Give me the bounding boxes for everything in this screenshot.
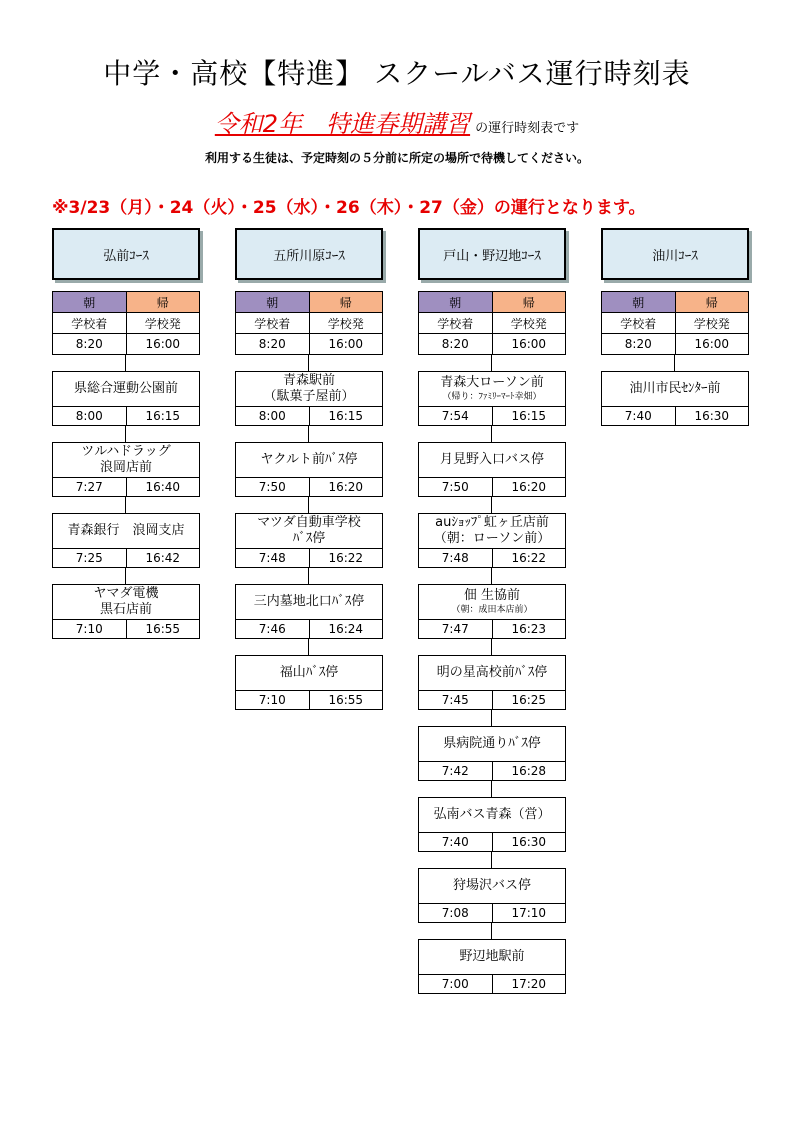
arrive-label: 学校着 xyxy=(437,316,474,331)
stop-name-line: 青森駅前 xyxy=(282,373,335,388)
return-time: 16:23 xyxy=(492,620,566,638)
arrive-label: 学校着 xyxy=(620,316,657,331)
morning-time: 7:08 xyxy=(441,906,469,920)
return-time: 16:22 xyxy=(309,549,383,567)
bus-stop xyxy=(52,513,200,568)
stop-name xyxy=(236,656,382,690)
stop-name-line: 月見野入口バス停 xyxy=(439,452,544,467)
period-row xyxy=(419,292,565,312)
school-time-table xyxy=(52,291,200,355)
stop-times xyxy=(236,619,382,638)
return-label: 帰 xyxy=(309,292,383,312)
route-connector xyxy=(491,852,492,868)
school-time-table xyxy=(601,291,749,355)
stop-name xyxy=(419,585,565,619)
period-row xyxy=(53,292,199,312)
subtitle xyxy=(0,104,794,139)
stop-name xyxy=(53,514,199,548)
stop-times xyxy=(419,690,565,709)
morning-time: 7:48 xyxy=(441,551,469,565)
stop-name-line: 県総合運動公園前 xyxy=(73,381,178,396)
route-connector xyxy=(125,426,126,442)
stop-times xyxy=(419,832,565,851)
route-connector xyxy=(491,355,492,371)
stop-times xyxy=(419,974,565,993)
return-time: 16:30 xyxy=(492,833,566,851)
return-label: 帰 xyxy=(492,292,566,312)
route-connector xyxy=(308,426,309,442)
return-time: 16:40 xyxy=(126,478,200,496)
school-label-row xyxy=(236,312,382,333)
stop-times xyxy=(419,761,565,780)
stop-name xyxy=(53,443,199,477)
return-time: 16:20 xyxy=(309,478,383,496)
return-time: 16:25 xyxy=(492,691,566,709)
return-time: 16:30 xyxy=(675,407,749,425)
stop-name-line: 青森銀行 浪岡支店 xyxy=(67,523,185,538)
return-time: 16:15 xyxy=(492,407,566,425)
route-connector xyxy=(674,355,675,371)
return-time: 16:24 xyxy=(309,620,383,638)
morning-time: 7:00 xyxy=(441,977,469,991)
morning-time: 7:50 xyxy=(258,480,286,494)
stop-name xyxy=(236,372,382,406)
return-label: 帰 xyxy=(126,292,200,312)
stop-name-line: 黒石店前 xyxy=(99,602,152,617)
bus-stop xyxy=(52,442,200,497)
stop-name-line: 弘南バス青森（営） xyxy=(433,807,551,822)
stop-times xyxy=(53,477,199,496)
page-title: 中学・高校【特進】 スクールバス運行時刻表 xyxy=(103,57,691,90)
bus-stop xyxy=(418,513,566,568)
stop-times xyxy=(419,477,565,496)
stop-times xyxy=(419,619,565,638)
route-connector xyxy=(491,710,492,726)
return-time: 17:20 xyxy=(492,975,566,993)
school-label-row xyxy=(53,312,199,333)
bus-stop xyxy=(418,939,566,994)
depart-label: 学校発 xyxy=(492,313,566,333)
morning-time: 7:47 xyxy=(441,622,469,636)
school-label-row xyxy=(419,312,565,333)
route-connector xyxy=(125,497,126,513)
school-depart-time: 16:00 xyxy=(675,334,749,354)
stop-times xyxy=(236,548,382,567)
stop-name-line: auｼｮｯﾌﾟ虹ヶ丘店前 xyxy=(435,515,549,530)
return-label: 帰 xyxy=(675,292,749,312)
morning-time: 7:54 xyxy=(441,409,469,423)
bus-stop xyxy=(418,655,566,710)
bus-stop xyxy=(235,371,383,426)
subtitle-highlight: 令和2年 特進春期講習 xyxy=(214,110,471,138)
school-arrive-time: 8:20 xyxy=(258,337,286,351)
depart-label: 学校発 xyxy=(309,313,383,333)
stop-name xyxy=(53,585,199,619)
stop-name-line: 福山ﾊﾞｽ停 xyxy=(279,665,339,680)
morning-time: 7:10 xyxy=(75,622,103,636)
stop-name-line: マツダ自動車学校 xyxy=(257,515,361,530)
morning-time: 7:40 xyxy=(624,409,652,423)
stop-name-line: ﾊﾞｽ停 xyxy=(292,531,326,546)
route-name: 五所川原ｺｰｽ xyxy=(235,228,383,280)
bus-stop xyxy=(418,797,566,852)
bus-stop xyxy=(235,442,383,497)
return-time: 16:15 xyxy=(309,407,383,425)
route-connector xyxy=(308,639,309,655)
stop-name xyxy=(236,443,382,477)
stop-name-line: 狩場沢バス停 xyxy=(452,878,531,893)
bus-stop xyxy=(418,442,566,497)
route-connector xyxy=(491,639,492,655)
morning-label: 朝 xyxy=(602,292,675,312)
route-name: 弘前ｺｰｽ xyxy=(52,228,200,280)
stop-name xyxy=(419,940,565,974)
morning-label: 朝 xyxy=(236,292,309,312)
return-time: 17:10 xyxy=(492,904,566,922)
return-time: 16:28 xyxy=(492,762,566,780)
waiting-note: 利用する生徒は、予定時刻の５分前に所定の場所で待機してください。 xyxy=(204,151,589,165)
arrive-label: 学校着 xyxy=(71,316,108,331)
morning-time: 7:50 xyxy=(441,480,469,494)
morning-time: 7:46 xyxy=(258,622,286,636)
stop-times xyxy=(53,548,199,567)
stop-name-line: （朝：ローソン前） xyxy=(433,531,551,546)
stop-name-note: （朝：成田本店前） xyxy=(451,605,533,615)
route-connector xyxy=(308,568,309,584)
stop-name-line: ツルハドラッグ xyxy=(81,444,171,459)
school-arrive-time: 8:20 xyxy=(75,337,103,351)
school-depart-time: 16:00 xyxy=(309,334,383,354)
return-time: 16:20 xyxy=(492,478,566,496)
bus-stop xyxy=(235,513,383,568)
return-time: 16:22 xyxy=(492,549,566,567)
period-row xyxy=(602,292,748,312)
morning-time: 7:25 xyxy=(75,551,103,565)
stop-name xyxy=(419,443,565,477)
stop-times xyxy=(419,903,565,922)
bus-stop xyxy=(418,584,566,639)
stop-times xyxy=(53,619,199,638)
stop-times xyxy=(419,406,565,425)
stop-name xyxy=(53,372,199,406)
stop-name xyxy=(602,372,748,406)
stop-name xyxy=(419,727,565,761)
morning-time: 7:48 xyxy=(258,551,286,565)
stop-name-line: 明の星高校前ﾊﾞｽ停 xyxy=(436,665,548,680)
school-arrive-time: 8:20 xyxy=(624,337,652,351)
route-connector xyxy=(491,497,492,513)
bus-stop xyxy=(418,371,566,426)
route-connector xyxy=(491,781,492,797)
stop-times xyxy=(602,406,748,425)
school-time-row xyxy=(602,333,748,354)
stop-name-line: 青森大ローソン前 xyxy=(440,375,544,390)
depart-label: 学校発 xyxy=(675,313,749,333)
bus-stop xyxy=(418,868,566,923)
stop-name-line: ヤマダ電機 xyxy=(93,586,159,601)
route-connector xyxy=(125,568,126,584)
morning-time: 7:45 xyxy=(441,693,469,707)
operation-dates: ※3/23（月）・24（火）・25（水）・26（木）・27（金）の運行となります。 xyxy=(52,198,646,218)
subtitle-suffix: の運行時刻表です xyxy=(475,121,580,136)
school-time-row xyxy=(419,333,565,354)
stop-name-line: 浪岡店前 xyxy=(99,460,152,475)
stop-name-line: （駄菓子屋前） xyxy=(263,389,355,404)
morning-time: 7:10 xyxy=(258,693,286,707)
morning-label: 朝 xyxy=(53,292,126,312)
stop-name-line: 油川市民ｾﾝﾀｰ前 xyxy=(629,381,721,396)
morning-time: 7:27 xyxy=(75,480,103,494)
stop-times xyxy=(53,406,199,425)
stop-name xyxy=(419,372,565,406)
return-time: 16:15 xyxy=(126,407,200,425)
route-connector xyxy=(308,355,309,371)
stop-name xyxy=(419,514,565,548)
stop-times xyxy=(419,548,565,567)
bus-stop xyxy=(418,726,566,781)
morning-time: 8:00 xyxy=(75,409,103,423)
stop-name-line: 三内墓地北口ﾊﾞｽ停 xyxy=(253,594,365,609)
route-connector xyxy=(308,497,309,513)
school-label-row xyxy=(602,312,748,333)
arrive-label: 学校着 xyxy=(254,316,291,331)
stop-times xyxy=(236,406,382,425)
school-time-table xyxy=(418,291,566,355)
school-time-row xyxy=(236,333,382,354)
bus-stop xyxy=(52,371,200,426)
stop-name-line: 野辺地駅前 xyxy=(459,949,525,964)
stop-times xyxy=(236,477,382,496)
stop-name xyxy=(419,869,565,903)
school-time-table xyxy=(235,291,383,355)
school-arrive-time: 8:20 xyxy=(441,337,469,351)
return-time: 16:55 xyxy=(309,691,383,709)
stop-times xyxy=(236,690,382,709)
stop-name-note: （帰り：ﾌｧﾐﾘｰﾏｰﾄ幸畑） xyxy=(442,392,542,402)
stop-name-line: 県病院通りﾊﾞｽ停 xyxy=(443,736,541,751)
route-name: 油川ｺｰｽ xyxy=(601,228,749,280)
route-connector xyxy=(491,426,492,442)
return-time: 16:55 xyxy=(126,620,200,638)
route-connector xyxy=(125,355,126,371)
depart-label: 学校発 xyxy=(126,313,200,333)
bus-stop xyxy=(601,371,749,426)
return-time: 16:42 xyxy=(126,549,200,567)
route-connector xyxy=(491,923,492,939)
morning-time: 7:40 xyxy=(441,835,469,849)
bus-stop xyxy=(235,655,383,710)
morning-label: 朝 xyxy=(419,292,492,312)
stop-name-line: 佃 生協前 xyxy=(463,588,521,603)
route-connector xyxy=(491,568,492,584)
bus-stop xyxy=(235,584,383,639)
route-name: 戸山・野辺地ｺｰｽ xyxy=(418,228,566,280)
morning-time: 8:00 xyxy=(258,409,286,423)
stop-name xyxy=(236,585,382,619)
stop-name xyxy=(236,514,382,548)
stop-name xyxy=(419,656,565,690)
bus-stop xyxy=(52,584,200,639)
period-row xyxy=(236,292,382,312)
school-time-row xyxy=(53,333,199,354)
school-depart-time: 16:00 xyxy=(126,334,200,354)
stop-name-line: ヤクルト前ﾊﾞｽ停 xyxy=(260,452,358,467)
stop-name xyxy=(419,798,565,832)
school-depart-time: 16:00 xyxy=(492,334,566,354)
morning-time: 7:42 xyxy=(441,764,469,778)
